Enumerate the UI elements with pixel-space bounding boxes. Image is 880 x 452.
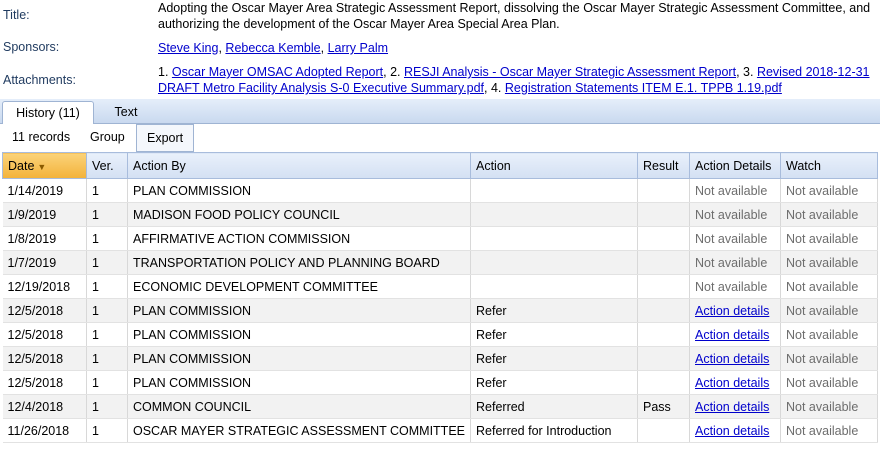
action-cell [471, 227, 638, 251]
watch-cell: Not available [781, 227, 878, 251]
action-cell: Referred [471, 395, 638, 419]
column-header-action[interactable]: Action [471, 153, 638, 179]
version-cell: 1 [87, 323, 128, 347]
table-row [3, 371, 878, 395]
attachment-link[interactable]: Oscar Mayer OMSAC Adopted Report [171, 65, 384, 79]
action-details-cell [690, 299, 781, 323]
tab-text[interactable]: Text [114, 105, 138, 119]
action-by-cell: PLAN COMMISSION [128, 299, 471, 323]
tab-bar [0, 99, 880, 124]
attachment-link[interactable]: RESJI Analysis - Oscar Mayer Strategic Assessment Report [404, 65, 737, 79]
action-by-cell: PLAN COMMISSION [128, 347, 471, 371]
table-row [3, 395, 878, 419]
action-cell: Refer [471, 371, 638, 395]
action-details-cell: Not available [690, 203, 781, 227]
action-by-cell: PLAN COMMISSION [128, 179, 471, 203]
version-cell: 1 [87, 371, 128, 395]
result-cell [638, 227, 690, 251]
watch-cell: Not available [781, 347, 878, 371]
attachment-link[interactable]: Revised 2018-12-31 DRAFT Metro Facility Analysis S-0 Executive Summary.pdf [158, 65, 870, 95]
action-by-cell: COMMON COUNCIL [128, 395, 471, 419]
sort-down-icon: ▼ [37, 161, 47, 172]
result-cell [638, 275, 690, 299]
sponsor-link[interactable]: Larry Palm [327, 41, 389, 55]
export-button[interactable]: Export [136, 124, 194, 152]
action-by-cell: ECONOMIC DEVELOPMENT COMMITTEE [128, 275, 471, 299]
version-cell: 1 [87, 299, 128, 323]
result-cell [638, 419, 690, 443]
watch-cell: Not available [781, 179, 878, 203]
column-header-result[interactable]: Result [638, 153, 690, 179]
action-cell [471, 275, 638, 299]
watch-cell: Not available [781, 299, 878, 323]
action-details-link[interactable]: Action details [695, 423, 770, 438]
table-row [3, 203, 878, 227]
action-details-cell [690, 395, 781, 419]
watch-cell: Not available [781, 419, 878, 443]
column-header-date[interactable]: Date ▼ [3, 153, 87, 179]
action-by-cell: PLAN COMMISSION [128, 323, 471, 347]
action-by-cell: MADISON FOOD POLICY COUNCIL [128, 203, 471, 227]
action-details-link[interactable]: Action details [695, 375, 770, 390]
result-cell [638, 251, 690, 275]
action-by-cell: AFFIRMATIVE ACTION COMMISSION [128, 227, 471, 251]
date-cell: 12/4/2018 [3, 395, 87, 419]
tab-history[interactable]: History (11) [2, 101, 94, 125]
watch-cell: Not available [781, 275, 878, 299]
action-details-cell: Not available [690, 227, 781, 251]
table-row [3, 227, 878, 251]
watch-cell: Not available [781, 323, 878, 347]
action-details-cell: Not available [690, 275, 781, 299]
table-row [3, 179, 878, 203]
result-cell [638, 323, 690, 347]
action-cell [471, 251, 638, 275]
sponsors-label: Sponsors: [3, 40, 60, 54]
date-cell: 12/5/2018 [3, 371, 87, 395]
action-cell: Refer [471, 347, 638, 371]
date-cell: 1/14/2019 [3, 179, 87, 203]
action-cell: Referred for Introduction [471, 419, 638, 443]
action-details-link[interactable]: Action details [695, 399, 770, 414]
version-cell: 1 [87, 203, 128, 227]
date-cell: 1/8/2019 [3, 227, 87, 251]
action-by-cell: PLAN COMMISSION [128, 371, 471, 395]
grid-toolbar [0, 124, 880, 152]
result-cell [638, 347, 690, 371]
result-cell: Pass [638, 395, 690, 419]
action-details-cell: Not available [690, 251, 781, 275]
table-row [3, 275, 878, 299]
column-header-watch[interactable]: Watch [781, 153, 878, 179]
title-text: Adopting the Oscar Mayer Area Strategic Assessment Report, dissolving the Oscar Mayer Strategic Assessment Committee, and authorizing the development of the Oscar Mayer Area Special Area Plan. [158, 1, 871, 31]
table-row [3, 347, 878, 371]
table-row [3, 419, 878, 443]
action-cell: Refer [471, 299, 638, 323]
action-by-cell: OSCAR MAYER STRATEGIC ASSESSMENT COMMITTEE [128, 419, 471, 443]
action-details-link[interactable]: Action details [695, 351, 770, 366]
action-details-cell [690, 419, 781, 443]
date-cell: 11/26/2018 [3, 419, 87, 443]
record-count: 11 records [12, 130, 71, 144]
version-cell: 1 [87, 227, 128, 251]
sponsors-list: Steve King, Rebecca Kemble, Larry Palm [158, 41, 389, 55]
group-button[interactable]: Group [90, 130, 125, 144]
action-cell: Refer [471, 323, 638, 347]
result-cell [638, 299, 690, 323]
version-cell: 1 [87, 179, 128, 203]
attachments-list: 1. Oscar Mayer OMSAC Adopted Report, 2. RESJI Analysis - Oscar Mayer Strategic Assessment Report, 3. Revised 2018-12-31 DRAFT Metro Facility Analysis S-0 Executive Summary.pdf, 4. Registration Statements ITEM E.1. TPPB 1.19.pdf [158, 65, 870, 95]
action-cell [471, 179, 638, 203]
title-label: Title: [3, 8, 30, 22]
action-by-cell: TRANSPORTATION POLICY AND PLANNING BOARD [128, 251, 471, 275]
date-cell: 12/19/2018 [3, 275, 87, 299]
column-header-action-by[interactable]: Action By [128, 153, 471, 179]
date-cell: 12/5/2018 [3, 299, 87, 323]
action-cell [471, 203, 638, 227]
version-cell: 1 [87, 395, 128, 419]
table-row [3, 251, 878, 275]
watch-cell: Not available [781, 395, 878, 419]
history-table [2, 152, 878, 443]
action-details-link[interactable]: Action details [695, 327, 770, 342]
action-details-cell [690, 323, 781, 347]
column-header-action-details[interactable]: Action Details [690, 153, 781, 179]
sponsor-link[interactable]: Steve King [158, 41, 219, 55]
result-cell [638, 203, 690, 227]
table-header-row [3, 153, 878, 179]
table-row [3, 323, 878, 347]
action-details-link[interactable]: Action details [695, 303, 770, 318]
attachment-link[interactable]: Registration Statements ITEM E.1. TPPB 1.19.pdf [504, 81, 782, 95]
table-row [3, 299, 878, 323]
result-cell [638, 371, 690, 395]
version-cell: 1 [87, 251, 128, 275]
date-cell: 12/5/2018 [3, 323, 87, 347]
date-cell: 12/5/2018 [3, 347, 87, 371]
watch-cell: Not available [781, 371, 878, 395]
version-cell: 1 [87, 419, 128, 443]
action-details-cell [690, 347, 781, 371]
result-cell [638, 179, 690, 203]
sponsor-link[interactable]: Rebecca Kemble [225, 41, 321, 55]
date-cell: 1/7/2019 [3, 251, 87, 275]
date-cell: 1/9/2019 [3, 203, 87, 227]
action-details-cell: Not available [690, 179, 781, 203]
attachments-label: Attachments: [3, 73, 76, 87]
watch-cell: Not available [781, 251, 878, 275]
column-header-ver[interactable]: Ver. [87, 153, 128, 179]
version-cell: 1 [87, 275, 128, 299]
watch-cell: Not available [781, 203, 878, 227]
action-details-cell [690, 371, 781, 395]
version-cell: 1 [87, 347, 128, 371]
